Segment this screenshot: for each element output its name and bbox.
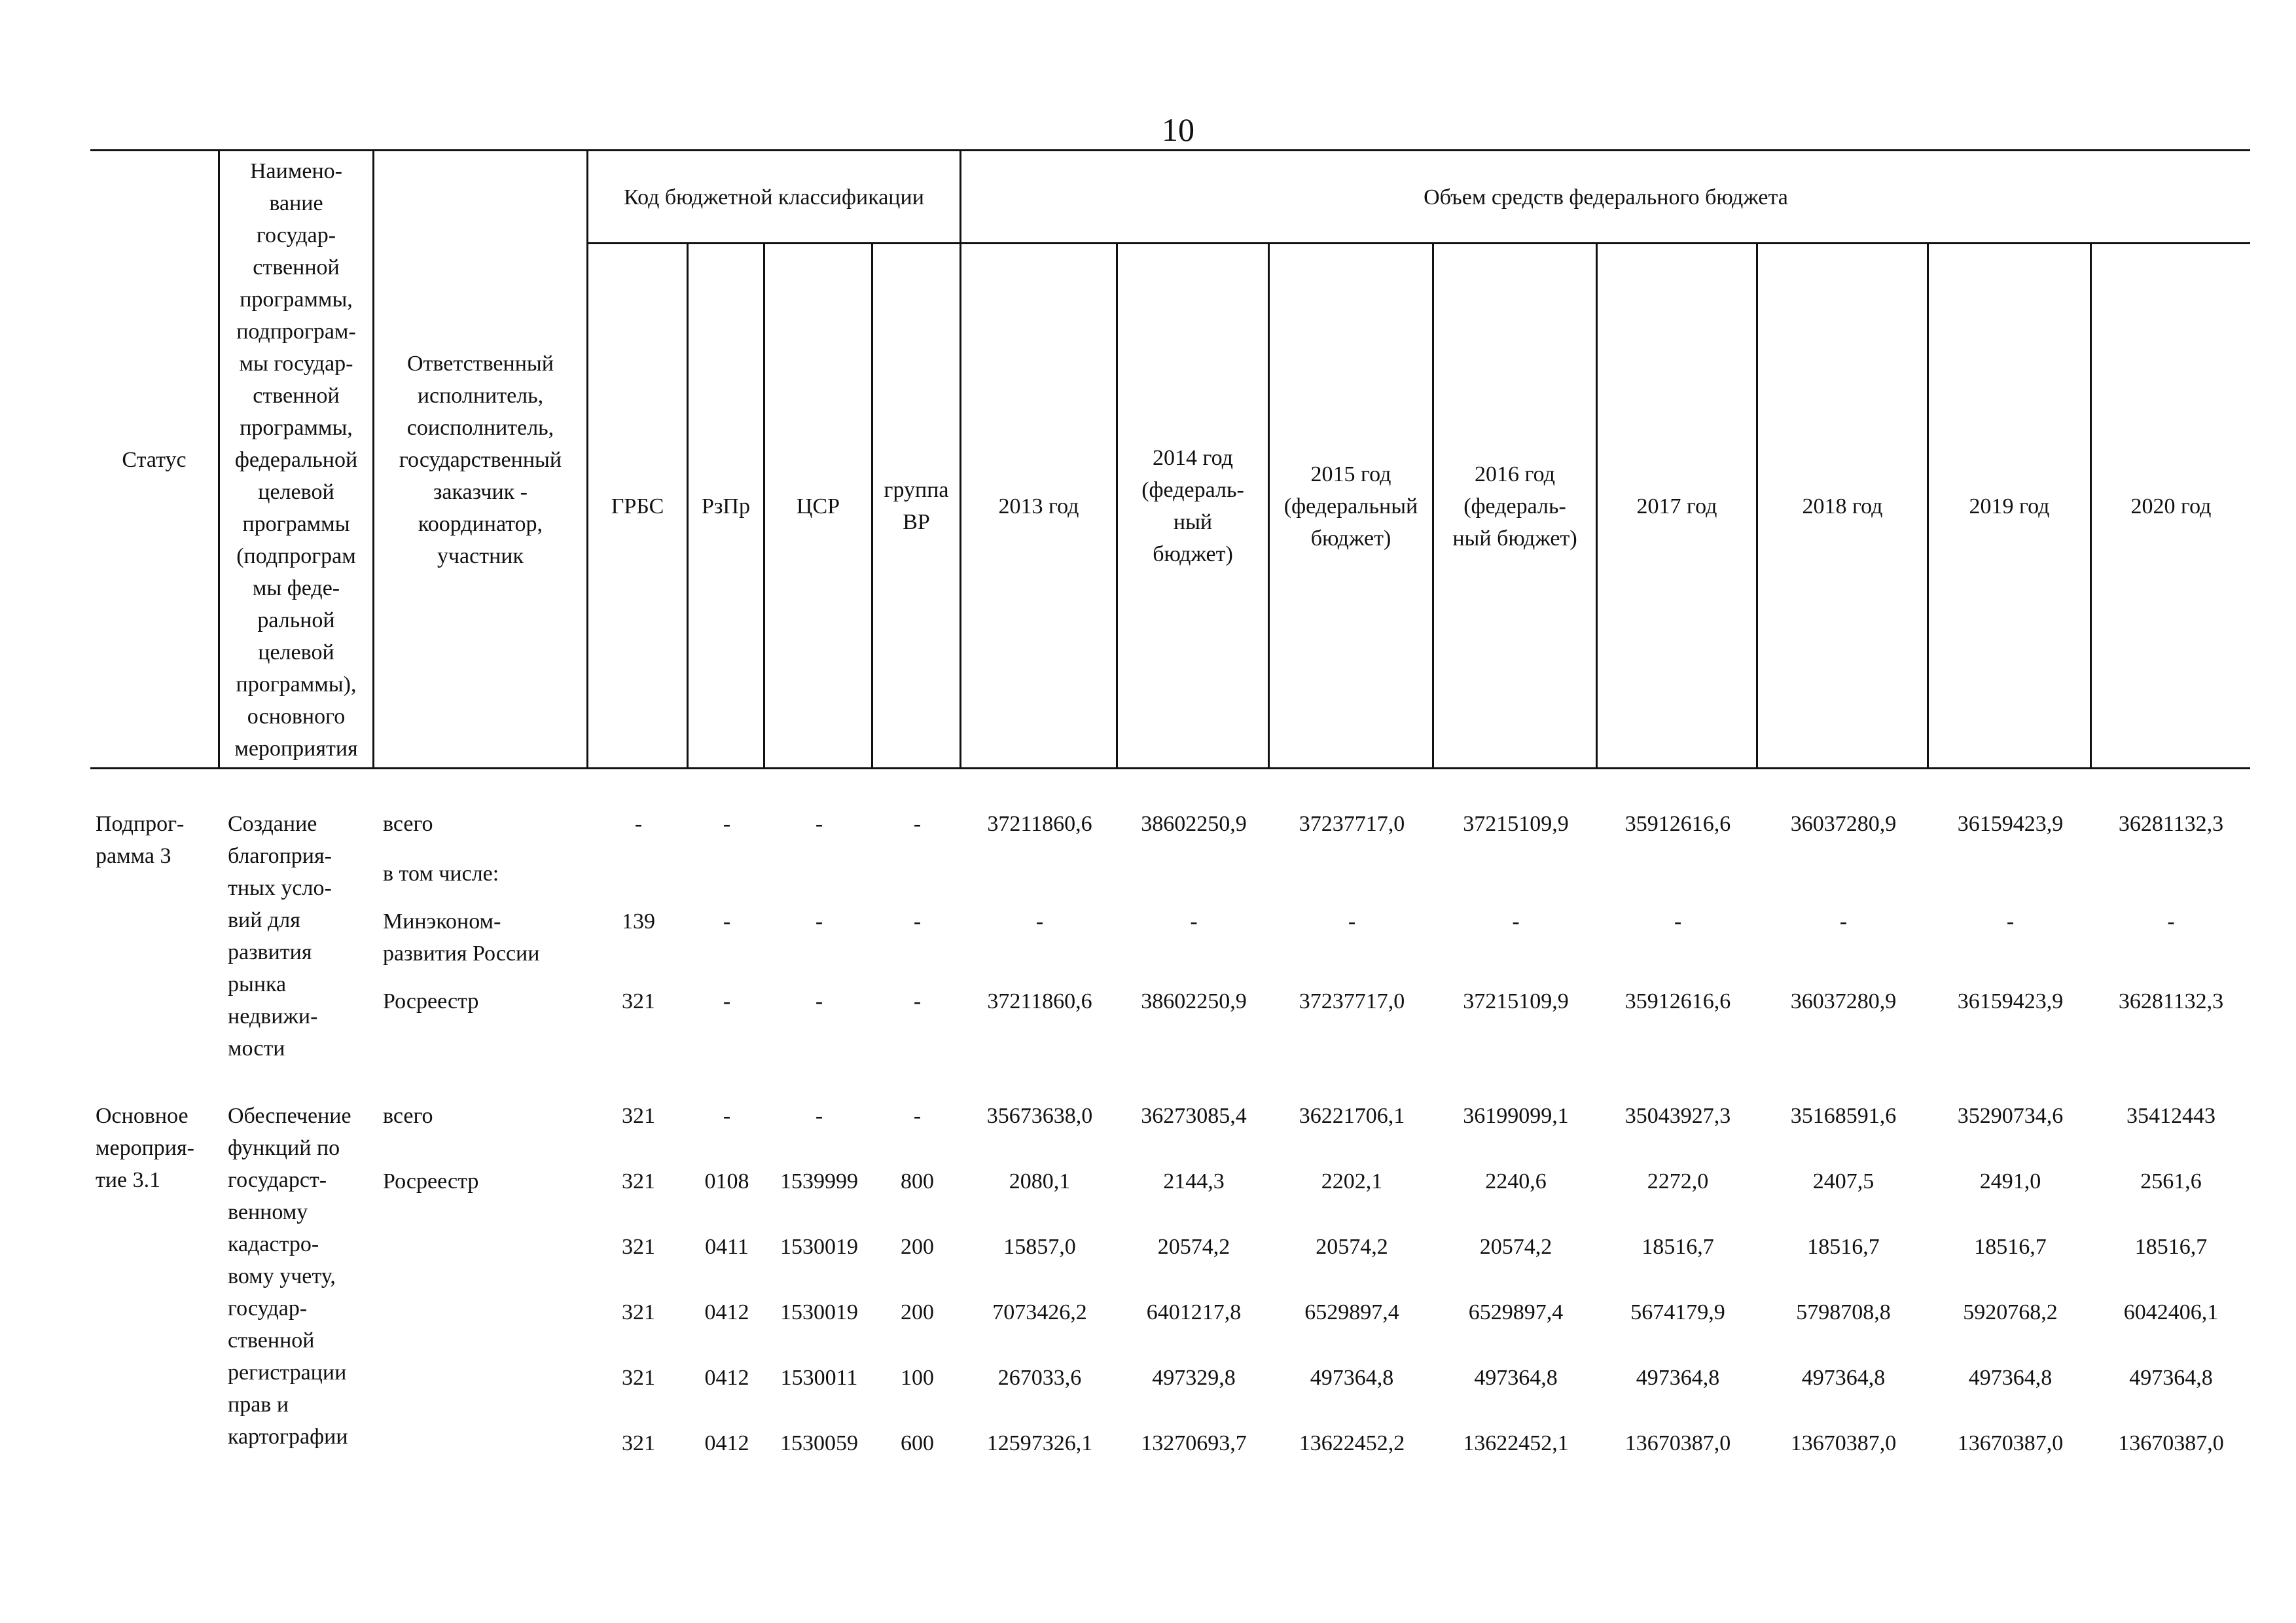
cell-2015: 2202,1 <box>1321 1169 1383 1194</box>
header-rzpr-text: РзПр <box>702 494 750 519</box>
header-csr-text: ЦСР <box>796 494 840 519</box>
cell-2015: 6529897,4 <box>1304 1300 1399 1324</box>
header-year-line: (федеральный <box>1283 494 1418 519</box>
cell-2018: 497364,8 <box>1801 1366 1886 1390</box>
cell-2017: 35043927,3 <box>1624 1104 1731 1128</box>
cell-2019: 36159423,9 <box>1957 812 2064 836</box>
block-status-line: Основное <box>96 1104 188 1128</box>
header-grbs-text: ГРБС <box>611 494 664 519</box>
block-name-line: недвижи- <box>228 1004 318 1029</box>
cell-vr: 600 <box>901 1431 934 1455</box>
cell-2016: 20574,2 <box>1479 1235 1552 1259</box>
cell-2014: 6401217,8 <box>1146 1300 1242 1324</box>
header-name-line: программы), <box>236 672 357 697</box>
header-name-line: Наимено- <box>250 159 342 183</box>
header-name-line: программы <box>242 512 350 536</box>
cell-rzpr: - <box>723 812 731 836</box>
header-name-line: вание <box>269 191 323 215</box>
header-name-line: целевой <box>258 640 334 665</box>
cell-2020: 35412443 <box>2126 1104 2215 1128</box>
header-year-2013 <box>961 244 1118 768</box>
cell-2015: 497364,8 <box>1310 1366 1394 1390</box>
header-year-2015 <box>1270 244 1434 768</box>
cell-2018: 35168591,6 <box>1790 1104 1897 1128</box>
header-year-line: 2020 год <box>2130 494 2212 519</box>
cell-2016: 37215109,9 <box>1463 812 1569 836</box>
cell-rzpr: - <box>723 1104 731 1128</box>
block-name-line: функций по <box>228 1136 340 1160</box>
cell-vr: - <box>913 812 922 836</box>
cell-2020: - <box>2167 909 2175 934</box>
cell-2019: - <box>2006 909 2015 934</box>
cell-grbs: 321 <box>622 1104 655 1128</box>
header-name-line: федеральной <box>234 448 358 472</box>
header-year-2017 <box>1598 244 1758 768</box>
cell-vr: 200 <box>901 1235 934 1259</box>
block-name-line: рынка <box>228 972 287 996</box>
header-budget-volume-group <box>961 151 2250 243</box>
block-name-line: государст- <box>228 1168 327 1192</box>
cell-rzpr: 0412 <box>704 1300 749 1324</box>
cell-2017: 18516,7 <box>1641 1235 1714 1259</box>
cell-2017: - <box>1674 909 1682 934</box>
page-number: 10 <box>1162 111 1194 148</box>
header-name-line: (подпрограм <box>236 544 356 568</box>
header-rzpr <box>689 244 765 768</box>
cell-csr: 1530019 <box>780 1235 858 1259</box>
cell-2018: 5798708,8 <box>1796 1300 1891 1324</box>
header-year-line: бюджет) <box>1310 526 1391 551</box>
header-status-text: Статус <box>122 447 187 472</box>
block-name-line: ственной <box>228 1328 315 1353</box>
cell-2018: 13670387,0 <box>1790 1431 1897 1455</box>
cell-2014: 38602250,9 <box>1141 812 1247 836</box>
cell-2016: 36199099,1 <box>1463 1104 1569 1128</box>
block-name-line: вому учету, <box>228 1264 336 1288</box>
cell-2015: 37237717,0 <box>1299 989 1405 1013</box>
row-responsible: всего <box>383 812 433 836</box>
cell-2015: 36221706,1 <box>1299 1104 1405 1128</box>
cell-csr: - <box>815 909 823 934</box>
cell-rzpr: - <box>723 909 731 934</box>
block-status-line: мероприя- <box>96 1136 194 1160</box>
header-year-line: бюджет) <box>1153 542 1233 566</box>
block-name-line: развития <box>228 940 312 964</box>
cell-2020: 2561,6 <box>2140 1169 2202 1194</box>
header-responsible-line: координатор, <box>418 511 543 536</box>
cell-2017: 35912616,6 <box>1624 812 1731 836</box>
cell-csr: 1530019 <box>780 1300 858 1324</box>
cell-2017: 497364,8 <box>1636 1366 1720 1390</box>
header-year-line: 2016 год <box>1475 462 1555 486</box>
row-responsible: всего <box>383 1104 433 1128</box>
cell-2014: 20574,2 <box>1157 1235 1230 1259</box>
block-name-line: венному <box>228 1200 308 1224</box>
cell-csr: - <box>815 812 823 836</box>
cell-rzpr: 0411 <box>705 1235 749 1259</box>
header-name-line: основного <box>247 704 346 729</box>
cell-2020: 36281132,3 <box>2118 989 2224 1013</box>
cell-csr: - <box>815 1104 823 1128</box>
cell-grbs: 321 <box>622 1431 655 1455</box>
cell-2017: 13670387,0 <box>1624 1431 1731 1455</box>
header-year-2020 <box>2092 244 2250 768</box>
cell-grbs: - <box>634 812 643 836</box>
header-name-line: мы государ- <box>239 352 353 376</box>
cell-2014: 13270693,7 <box>1141 1431 1247 1455</box>
header-responsible-line: участник <box>437 543 524 568</box>
cell-vr: - <box>913 989 922 1013</box>
cell-vr: 800 <box>901 1169 934 1194</box>
cell-2016: 2240,6 <box>1485 1169 1547 1194</box>
cell-rzpr: 0412 <box>704 1431 749 1455</box>
block-name-line: благоприя- <box>228 844 332 868</box>
cell-rzpr: 0412 <box>704 1366 749 1390</box>
header-name <box>220 151 374 768</box>
cell-2014: - <box>1190 909 1198 934</box>
cell-2013: 7073426,2 <box>992 1300 1087 1324</box>
header-bottom-border <box>90 767 2250 769</box>
row-responsible: в том числе: <box>383 862 499 886</box>
block-name-line: мости <box>228 1036 285 1061</box>
cell-csr: - <box>815 989 823 1013</box>
cell-2015: - <box>1348 909 1356 934</box>
block-name-line: картографии <box>228 1425 348 1449</box>
header-responsible-line: исполнитель, <box>417 383 544 408</box>
header-budget-code-group <box>588 151 961 243</box>
cell-2013: 12597326,1 <box>986 1431 1093 1455</box>
header-year-line: 2015 год <box>1310 462 1391 486</box>
cell-2018: 36037280,9 <box>1790 812 1897 836</box>
cell-2019: 497364,8 <box>1968 1366 2053 1390</box>
cell-2015: 13622452,2 <box>1299 1431 1405 1455</box>
header-responsible-line: Ответственный <box>407 351 554 376</box>
block-name-line: кадастро- <box>228 1232 319 1256</box>
cell-2019: 13670387,0 <box>1957 1431 2064 1455</box>
header-name-line: подпрограм- <box>236 319 356 344</box>
header-name-line: мероприятия <box>234 737 358 761</box>
header-year-2018 <box>1758 244 1929 768</box>
header-status <box>90 151 220 768</box>
cell-2017: 35912616,6 <box>1624 989 1731 1013</box>
header-year-line: (федераль- <box>1463 494 1566 519</box>
header-year-2019 <box>1929 244 2092 768</box>
row-responsible: Росреестр <box>383 1169 479 1194</box>
header-vr-line: ВР <box>903 510 930 534</box>
cell-2018: 18516,7 <box>1807 1235 1880 1259</box>
cell-vr: 200 <box>901 1300 934 1324</box>
cell-2016: 497364,8 <box>1474 1366 1558 1390</box>
block-status-line: тие 3.1 <box>96 1168 161 1192</box>
row-responsible: Росреестр <box>383 989 479 1013</box>
cell-2019: 36159423,9 <box>1957 989 2064 1013</box>
block-name-line: тных усло- <box>228 876 332 900</box>
cell-2016: 37215109,9 <box>1463 989 1569 1013</box>
block-name-line: прав и <box>228 1393 289 1417</box>
cell-2014: 36273085,4 <box>1141 1104 1247 1128</box>
cell-2015: 37237717,0 <box>1299 812 1405 836</box>
cell-2016: 6529897,4 <box>1468 1300 1564 1324</box>
cell-2014: 2144,3 <box>1163 1169 1225 1194</box>
cell-2013: 37211860,6 <box>987 812 1092 836</box>
cell-2018: 2407,5 <box>1812 1169 1874 1194</box>
cell-grbs: 139 <box>622 909 655 934</box>
header-name-line: ственной <box>253 255 340 280</box>
cell-2014: 38602250,9 <box>1141 989 1247 1013</box>
block-name-line: Обеспечение <box>228 1104 351 1128</box>
cell-vr: 100 <box>901 1366 934 1390</box>
header-vr-line: группа <box>884 478 949 502</box>
header-year-line: (федераль- <box>1141 478 1244 502</box>
cell-vr: - <box>913 1104 922 1128</box>
header-name-line: целевой <box>258 480 334 504</box>
cell-2019: 5920768,2 <box>1963 1300 2058 1324</box>
block-name-line: государ- <box>228 1296 308 1321</box>
table-header <box>90 151 2250 768</box>
cell-2019: 35290734,6 <box>1957 1104 2064 1128</box>
header-year-line: 2013 год <box>998 494 1079 519</box>
block-name-line: вий для <box>228 908 300 932</box>
cell-2020: 18516,7 <box>2134 1235 2208 1259</box>
block-status-line: рамма 3 <box>96 844 171 868</box>
cell-2013: 37211860,6 <box>987 989 1092 1013</box>
header-responsible-line: заказчик - <box>433 479 528 504</box>
block-status-line: Подпрог- <box>96 812 185 836</box>
cell-2017: 5674179,9 <box>1630 1300 1725 1324</box>
cell-2013: 267033,6 <box>997 1366 1082 1390</box>
header-year-line: 2018 год <box>1802 494 1883 519</box>
block-name-line: регистрации <box>228 1360 347 1385</box>
header-year-2016 <box>1434 244 1598 768</box>
cell-csr: 1530011 <box>780 1366 858 1390</box>
header-year-2014 <box>1118 244 1270 768</box>
cell-2014: 497329,8 <box>1152 1366 1236 1390</box>
cell-csr: 1539999 <box>780 1169 858 1194</box>
header-year-line: ный бюджет) <box>1452 526 1577 551</box>
header-vr <box>873 244 961 768</box>
cell-2020: 6042406,1 <box>2123 1300 2219 1324</box>
cell-2019: 2491,0 <box>1979 1169 2041 1194</box>
cell-grbs: 321 <box>622 1169 655 1194</box>
cell-2017: 2272,0 <box>1647 1169 1709 1194</box>
header-responsible-line: государственный <box>399 447 562 472</box>
cell-csr: 1530059 <box>780 1431 858 1455</box>
cell-2013: 2080,1 <box>1009 1169 1071 1194</box>
header-name-line: ственной <box>253 384 340 408</box>
header-name-line: программы, <box>240 287 353 312</box>
cell-grbs: 321 <box>622 1366 655 1390</box>
cell-2020: 497364,8 <box>2129 1366 2213 1390</box>
cell-grbs: 321 <box>622 989 655 1013</box>
header-year-line: ный <box>1173 510 1213 534</box>
cell-2013: - <box>1035 909 1044 934</box>
cell-2018: 36037280,9 <box>1790 989 1897 1013</box>
row-responsible: развития России <box>383 941 540 966</box>
header-name-line: ральной <box>257 608 335 632</box>
header-year-line: 2014 год <box>1153 446 1233 470</box>
header-year-line: 2019 год <box>1969 494 2050 519</box>
header-responsible-line: соисполнитель, <box>406 415 554 440</box>
cell-2013: 35673638,0 <box>986 1104 1093 1128</box>
header-responsible <box>374 151 588 768</box>
cell-2016: 13622452,1 <box>1463 1431 1569 1455</box>
cell-vr: - <box>913 909 922 934</box>
header-name-line: программы, <box>240 416 353 440</box>
header-year-line: 2017 год <box>1636 494 1717 519</box>
cell-rzpr: - <box>723 989 731 1013</box>
cell-grbs: 321 <box>622 1300 655 1324</box>
header-name-line: государ- <box>256 223 336 247</box>
header-csr <box>765 244 873 768</box>
cell-2019: 18516,7 <box>1974 1235 2047 1259</box>
row-responsible: Минэконом- <box>383 909 501 934</box>
cell-2018: - <box>1839 909 1848 934</box>
header-budget-volume-group-text: Объем средств федерального бюджета <box>1424 185 1788 210</box>
header-grbs <box>588 244 689 768</box>
header-name-line: мы феде- <box>252 576 340 600</box>
cell-2020: 13670387,0 <box>2118 1431 2224 1455</box>
cell-2020: 36281132,3 <box>2118 812 2224 836</box>
header-budget-code-group-text: Код бюджетной классификации <box>624 185 924 210</box>
cell-2015: 20574,2 <box>1316 1235 1388 1259</box>
cell-grbs: 321 <box>622 1235 655 1259</box>
cell-rzpr: 0108 <box>704 1169 749 1194</box>
block-name-line: Создание <box>228 812 317 836</box>
cell-2013: 15857,0 <box>1003 1235 1076 1259</box>
cell-2016: - <box>1512 909 1520 934</box>
